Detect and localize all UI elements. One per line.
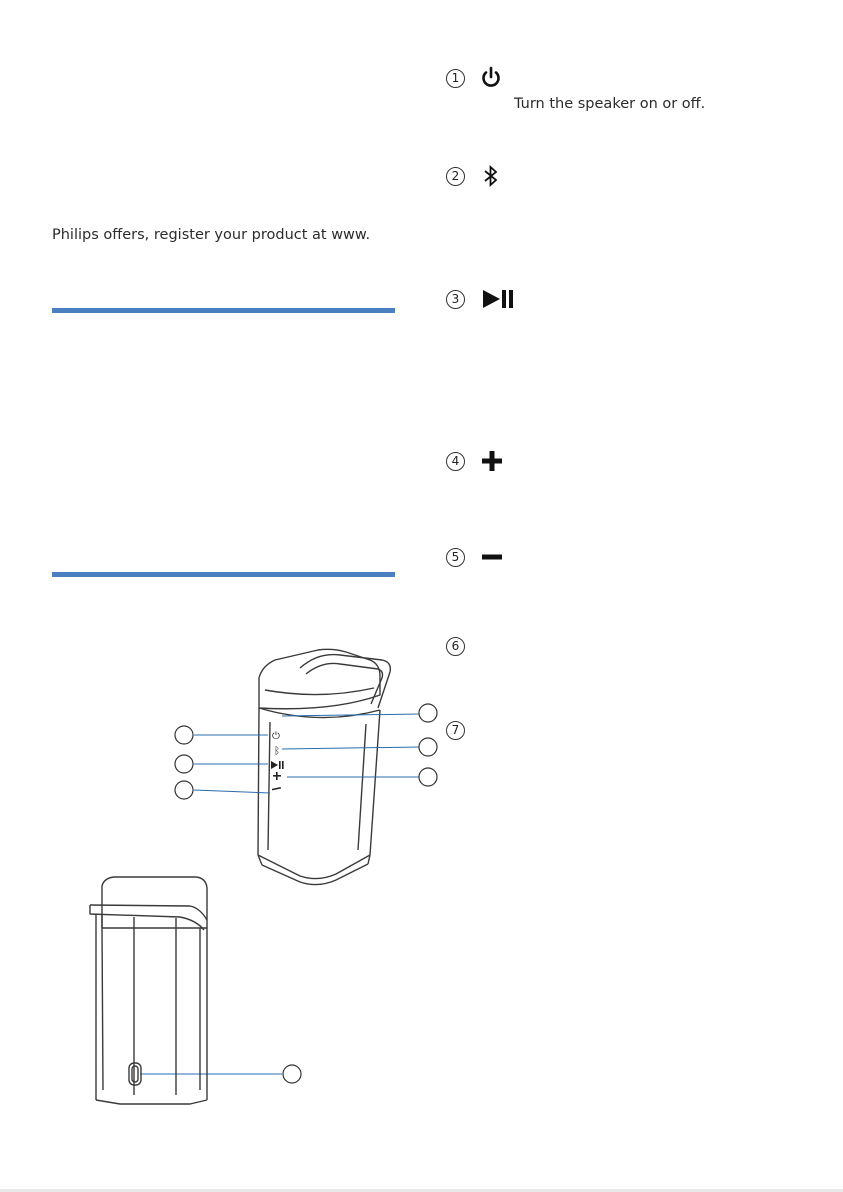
speaker-button-marks xyxy=(271,731,284,790)
item-number: 3 xyxy=(446,290,465,309)
callout-circles xyxy=(175,704,437,1083)
item-number: 6 xyxy=(446,637,465,656)
item-number: 2 xyxy=(446,167,465,186)
speaker-front-view xyxy=(258,649,390,884)
item-number: 5 xyxy=(446,548,465,567)
intro-text: Philips offers, register your product at www. xyxy=(52,227,371,243)
item-number: 1 xyxy=(446,69,465,88)
svg-text:ᛒ: ᛒ xyxy=(274,746,280,757)
item-number: 4 xyxy=(446,452,465,471)
svg-text:⏻: ⏻ xyxy=(272,731,280,742)
speaker-back-view xyxy=(90,877,207,1104)
item-number: 7 xyxy=(446,721,465,740)
power-description: Turn the speaker on or off. xyxy=(514,96,706,112)
